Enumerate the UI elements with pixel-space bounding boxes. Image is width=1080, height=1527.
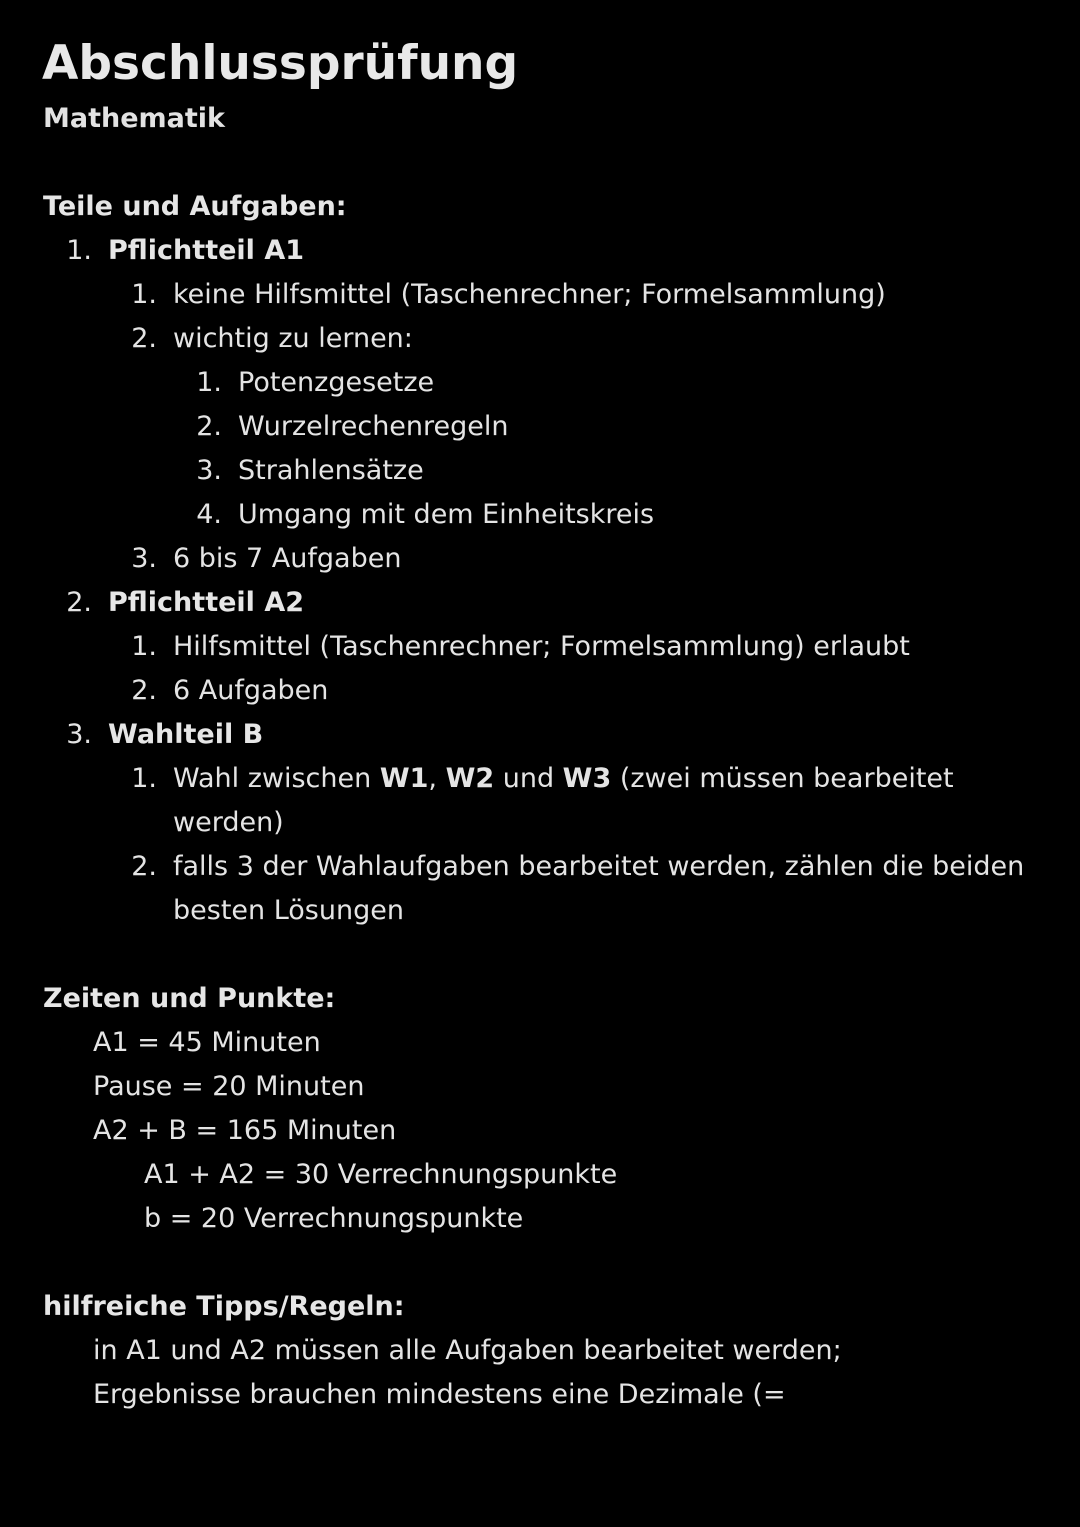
time-entry: A1 = 45 Minuten	[93, 1027, 321, 1058]
bold-w1: W1	[379, 763, 429, 794]
list-item: Hilfsmittel (Taschenrechner; Formelsammlung) erlaubt	[173, 631, 910, 662]
section-heading-tipps: hilfreiche Tipps/Regeln:	[43, 1291, 405, 1322]
section-heading-zeiten: Zeiten und Punkte:	[43, 983, 336, 1014]
list-number: 2.	[66, 587, 92, 618]
list-item-pflichtteil-a1: Pflichtteil A1	[108, 235, 305, 266]
list-number: 1.	[131, 763, 157, 794]
list-number: 1.	[131, 279, 157, 310]
section-heading-teile: Teile und Aufgaben:	[43, 191, 347, 222]
time-entry: Pause = 20 Minuten	[93, 1071, 365, 1102]
text-fragment: ,	[428, 763, 446, 794]
tip-line: Ergebnisse brauchen mindestens eine Dezimale (=	[93, 1379, 786, 1410]
list-number: 3.	[66, 719, 92, 750]
text-fragment: Wahl zwischen	[173, 763, 380, 794]
list-item: Strahlensätze	[238, 455, 424, 486]
list-item: falls 3 der Wahlaufgaben bearbeitet werden, zählen die beiden	[173, 851, 1025, 882]
list-number: 3.	[131, 543, 157, 574]
list-item-continuation: besten Lösungen	[173, 895, 404, 926]
list-item: 6 Aufgaben	[173, 675, 329, 706]
list-item-pflichtteil-a2: Pflichtteil A2	[108, 587, 305, 618]
list-number: 2.	[131, 323, 157, 354]
list-item: Wurzelrechenregeln	[238, 411, 509, 442]
list-number: 3.	[196, 455, 222, 486]
list-item: 6 bis 7 Aufgaben	[173, 543, 402, 574]
list-item: wichtig zu lernen:	[173, 323, 413, 354]
bold-w3: W3	[562, 763, 612, 794]
text-fragment: (zwei müssen bearbeitet	[611, 763, 954, 794]
document-subtitle: Mathematik	[43, 103, 225, 134]
list-item-wahlteil-b: Wahlteil B	[108, 719, 264, 750]
list-number: 2.	[131, 851, 157, 882]
time-entry: A2 + B = 165 Minuten	[93, 1115, 397, 1146]
list-number: 4.	[196, 499, 222, 530]
tip-line: in A1 und A2 müssen alle Aufgaben bearbeitet werden;	[93, 1335, 842, 1366]
list-number: 1.	[131, 631, 157, 662]
list-item-wahl	[173, 761, 954, 797]
list-item: keine Hilfsmittel (Taschenrechner; Formelsammlung)	[173, 279, 886, 310]
list-item-continuation: werden)	[173, 807, 284, 838]
list-number: 1.	[66, 235, 92, 266]
document-title: Abschlussprüfung	[42, 36, 519, 91]
list-number: 2.	[196, 411, 222, 442]
bold-w2: W2	[445, 763, 495, 794]
points-entry: A1 + A2 = 30 Verrechnungspunkte	[144, 1159, 618, 1190]
list-number: 1.	[196, 367, 222, 398]
list-item: Umgang mit dem Einheitskreis	[238, 499, 655, 530]
points-entry: b = 20 Verrechnungspunkte	[144, 1203, 524, 1234]
list-number: 2.	[131, 675, 157, 706]
text-fragment: und	[494, 763, 563, 794]
list-item: Potenzgesetze	[238, 367, 435, 398]
